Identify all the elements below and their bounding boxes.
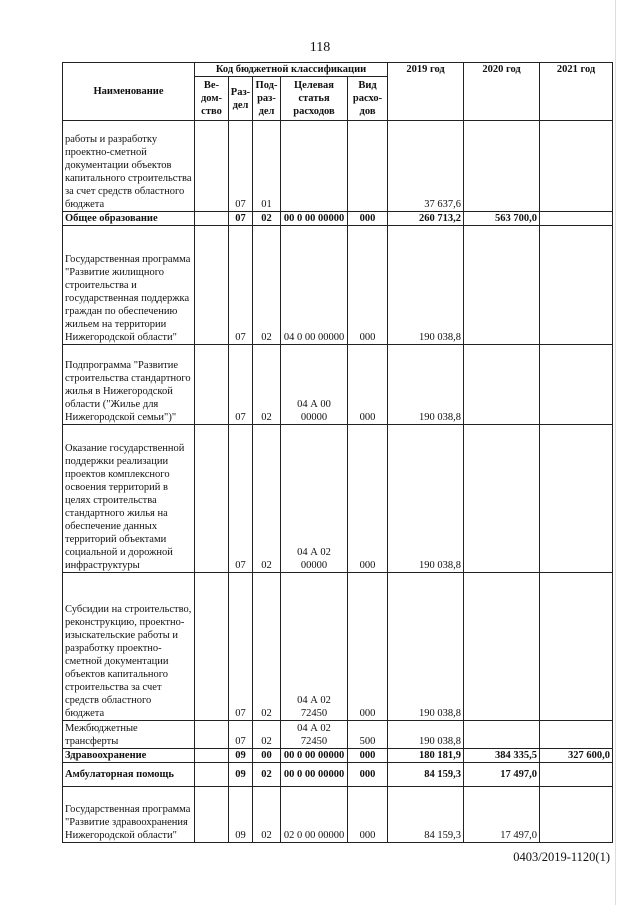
document-code: 0403/2019-1120(1) <box>513 850 610 864</box>
cell-vedomstvo <box>195 121 229 212</box>
cell-name: Государственная программа "Развитие жилищного строительства и государственная поддержка граждан по обеспечению жильем на территории Нижегородской области" <box>63 226 195 345</box>
cell-podrazdel: 01 <box>253 121 281 212</box>
cell-vedomstvo <box>195 573 229 721</box>
table-row <box>63 425 613 573</box>
scan-edge <box>615 0 616 905</box>
cell-vedomstvo <box>195 721 229 749</box>
cell-razdel: 09 <box>229 763 253 787</box>
cell-2020 <box>464 121 540 212</box>
cell-expense-type: 000 <box>348 763 388 787</box>
cell-2019: 260 713,2 <box>388 212 464 226</box>
cell-name: Оказание государственной поддержки реализации проектов комплексного освоения территорий в целях строительства стандартного жилья на обеспечение данных территорий объектами социальной и дорожной инфраструктуры <box>63 425 195 573</box>
cell-expense-type: 500 <box>348 721 388 749</box>
table-row <box>63 787 613 843</box>
cell-2019: 37 637,6 <box>388 121 464 212</box>
cell-podrazdel: 02 <box>253 345 281 425</box>
cell-2019: 84 159,3 <box>388 763 464 787</box>
cell-2021 <box>540 787 613 843</box>
cell-name: Подпрограмма "Развитие строительства стандартного жилья в Нижегородской области ("Жилье для Нижегородской семьи")" <box>63 345 195 425</box>
table-row <box>63 121 613 212</box>
cell-razdel: 07 <box>229 212 253 226</box>
cell-vedomstvo <box>195 763 229 787</box>
cell-name: Государственная программа "Развитие здравоохранения Нижегородской области" <box>63 787 195 843</box>
table-row <box>63 573 613 721</box>
cell-name: Субсидии на строительство, реконструкцию, проектно-изыскательские работы и разработку проектно-сметной документации объектов капитального строительства за счет средств областного бюджета <box>63 573 195 721</box>
cell-razdel: 07 <box>229 345 253 425</box>
table-row <box>63 763 613 787</box>
table-row <box>63 226 613 345</box>
cell-podrazdel: 02 <box>253 573 281 721</box>
cell-2019: 190 038,8 <box>388 573 464 721</box>
cell-razdel: 07 <box>229 573 253 721</box>
cell-2021 <box>540 345 613 425</box>
cell-podrazdel: 02 <box>253 763 281 787</box>
cell-2021 <box>540 425 613 573</box>
page-number: 118 <box>309 40 331 55</box>
cell-expense-type: 000 <box>348 345 388 425</box>
cell-podrazdel: 02 <box>253 787 281 843</box>
cell-2021 <box>540 226 613 345</box>
cell-2021 <box>540 212 613 226</box>
cell-vedomstvo <box>195 787 229 843</box>
cell-razdel: 07 <box>229 425 253 573</box>
cell-2020 <box>464 721 540 749</box>
cell-target-article: 00 0 00 00000 <box>281 212 348 226</box>
cell-2019: 190 038,8 <box>388 425 464 573</box>
cell-name: работы и разработку проектно-сметной документации объектов капитального строительства за счет средств областного бюджета <box>63 121 195 212</box>
cell-target-article: 00 0 00 00000 <box>281 749 348 763</box>
cell-razdel: 07 <box>229 121 253 212</box>
cell-target-article: 04 А 02 72450 <box>281 721 348 749</box>
cell-2020 <box>464 573 540 721</box>
cell-target-article: 00 0 00 00000 <box>281 763 348 787</box>
header-2019: 2019 год <box>388 63 464 121</box>
cell-expense-type: 000 <box>348 787 388 843</box>
cell-podrazdel: 02 <box>253 721 281 749</box>
cell-name: Амбулаторная помощь <box>63 763 195 787</box>
cell-2020 <box>464 425 540 573</box>
cell-razdel: 07 <box>229 226 253 345</box>
cell-podrazdel: 00 <box>253 749 281 763</box>
header-vedomstvo: Ве- дом- ство <box>195 77 229 121</box>
cell-2021: 327 600,0 <box>540 749 613 763</box>
header-expense-type: Вид расхо- дов <box>348 77 388 121</box>
cell-name: Общее образование <box>63 212 195 226</box>
table-row <box>63 721 613 749</box>
header-classification: Код бюджетной классификации <box>195 63 388 77</box>
cell-vedomstvo <box>195 226 229 345</box>
cell-2019: 190 038,8 <box>388 345 464 425</box>
cell-2019: 190 038,8 <box>388 226 464 345</box>
cell-2019: 180 181,9 <box>388 749 464 763</box>
cell-expense-type: 000 <box>348 425 388 573</box>
cell-target-article: 04 0 00 00000 <box>281 226 348 345</box>
cell-2021 <box>540 763 613 787</box>
cell-expense-type <box>348 121 388 212</box>
cell-target-article: 04 А 02 00000 <box>281 425 348 573</box>
budget-body <box>63 121 613 843</box>
table-row <box>63 212 613 226</box>
cell-2020 <box>464 345 540 425</box>
cell-vedomstvo <box>195 345 229 425</box>
cell-expense-type: 000 <box>348 212 388 226</box>
header-name: Наименование <box>63 63 195 121</box>
cell-expense-type: 000 <box>348 749 388 763</box>
cell-2021 <box>540 721 613 749</box>
header-2021: 2021 год <box>540 63 613 121</box>
cell-2021 <box>540 573 613 721</box>
cell-vedomstvo <box>195 212 229 226</box>
cell-vedomstvo <box>195 425 229 573</box>
cell-vedomstvo <box>195 749 229 763</box>
cell-target-article <box>281 121 348 212</box>
cell-2019: 84 159,3 <box>388 787 464 843</box>
table-row <box>63 749 613 763</box>
cell-2019: 190 038,8 <box>388 721 464 749</box>
cell-target-article: 02 0 00 00000 <box>281 787 348 843</box>
cell-razdel: 09 <box>229 749 253 763</box>
header-target-article: Целевая статья расходов <box>281 77 348 121</box>
cell-podrazdel: 02 <box>253 212 281 226</box>
cell-2020: 17 497,0 <box>464 763 540 787</box>
cell-expense-type: 000 <box>348 573 388 721</box>
cell-razdel: 07 <box>229 721 253 749</box>
header-podrazdel: Под- раз- дел <box>253 77 281 121</box>
header-razdel: Раз- дел <box>229 77 253 121</box>
cell-2021 <box>540 121 613 212</box>
cell-razdel: 09 <box>229 787 253 843</box>
cell-name: Межбюджетные трансферты <box>63 721 195 749</box>
header-2020: 2020 год <box>464 63 540 121</box>
cell-target-article: 04 А 00 00000 <box>281 345 348 425</box>
cell-2020: 563 700,0 <box>464 212 540 226</box>
cell-2020 <box>464 226 540 345</box>
cell-podrazdel: 02 <box>253 425 281 573</box>
cell-podrazdel: 02 <box>253 226 281 345</box>
table-row <box>63 345 613 425</box>
cell-2020: 17 497,0 <box>464 787 540 843</box>
cell-target-article: 04 А 02 72450 <box>281 573 348 721</box>
cell-expense-type: 000 <box>348 226 388 345</box>
budget-table <box>62 62 613 843</box>
cell-name: Здравоохранение <box>63 749 195 763</box>
cell-2020: 384 335,5 <box>464 749 540 763</box>
